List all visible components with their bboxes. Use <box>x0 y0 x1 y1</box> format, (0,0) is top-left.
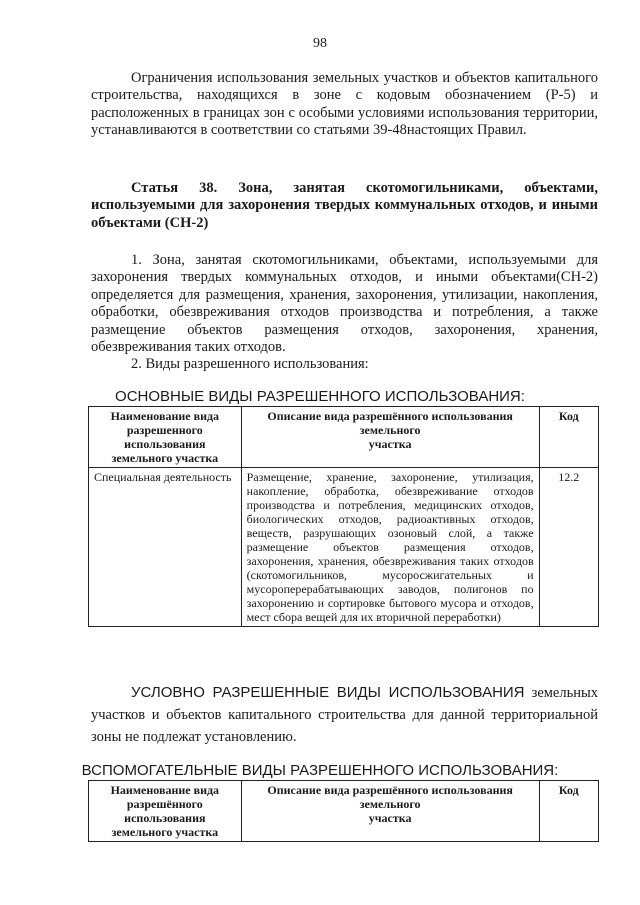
main-uses-title: ОСНОВНЫЕ ВИДЫ РАЗРЕШЕННОГО ИСПОЛЬЗОВАНИЯ: <box>115 388 525 405</box>
header-name: Наименование вида разрешенного использования земельного участка <box>89 407 242 468</box>
header-code: Код <box>539 781 598 842</box>
main-uses-table <box>88 406 599 627</box>
cell-use-code: 12.2 <box>539 468 598 627</box>
intro-paragraph: Ограничения использования земельных участков и объектов капитального строительства, находящихся в зоне с кодовым обозначением (Р-5) и расположенных в границах зон с особыми условиями использования территории, устанавливаются в соответствии со статьями 39-48настоящих Правил. <box>91 70 598 139</box>
header-name: Наименование вида разрешённого использования земельного участка <box>89 781 242 842</box>
table-row <box>89 468 599 627</box>
cell-use-description: Размещение, хранение, захоронение, утилизация, накопление, обработка, обезвреживание отходов производства и потребления, медицинских отходов, биологических отходов, радиоактивных отходов, веществ, разрушающих озоновый слой, а также размещение объектов размещения отходов, захоронения, хранения, обезвреживания таких отходов (скотомогильников, мусоросжигательных и мусороперерабатывающих заводов, полигонов по захоронению и сортировке бытового мусора и отходов, мест сбора вещей для их вторичной переработки) <box>241 468 539 627</box>
table-header-row <box>89 781 599 842</box>
conditional-uses-paragraph <box>91 682 598 748</box>
table-header-row <box>89 407 599 468</box>
point-2-paragraph: 2. Виды разрешенного использования: <box>131 356 369 372</box>
cell-use-name: Специальная деятельность <box>89 468 242 627</box>
conditional-uses-text: земельных участков и объектов капитального строительства для данной территориальной зоны не подлежат установлению. <box>91 685 598 745</box>
article-title: Статья 38. Зона, занятая скотомогильниками, объектами, используемыми для захоронения твердых коммунальных отходов, и иными объектами (СН-2) <box>91 180 598 231</box>
auxiliary-uses-table <box>88 780 599 842</box>
auxiliary-uses-title: ВСПОМОГАТЕЛЬНЫЕ ВИДЫ РАЗРЕШЕННОГО ИСПОЛЬЗОВАНИЯ: <box>81 762 559 779</box>
header-description: Описание вида разрешённого использования земельного участка <box>241 781 539 842</box>
header-code: Код <box>539 407 598 468</box>
conditional-uses-lead: УСЛОВНО РАЗРЕШЕННЫЕ ВИДЫ ИСПОЛЬЗОВАНИЯ <box>131 684 525 701</box>
point-1-paragraph: 1. Зона, занятая скотомогильниками, объектами, используемыми для захоронения твердых коммунальных отходов, и иными объектами(СН-2) определяется для размещения, хранения, захоронения, утилизации, накопления, обработки, обезвреживания отходов производства и потребления, а также размещение объектов размещения отходов, захоронения, хранения, обезвреживания таких отходов. <box>91 252 598 356</box>
page-number: 98 <box>313 36 327 51</box>
header-description: Описание вида разрешённого использования земельного участка <box>241 407 539 468</box>
